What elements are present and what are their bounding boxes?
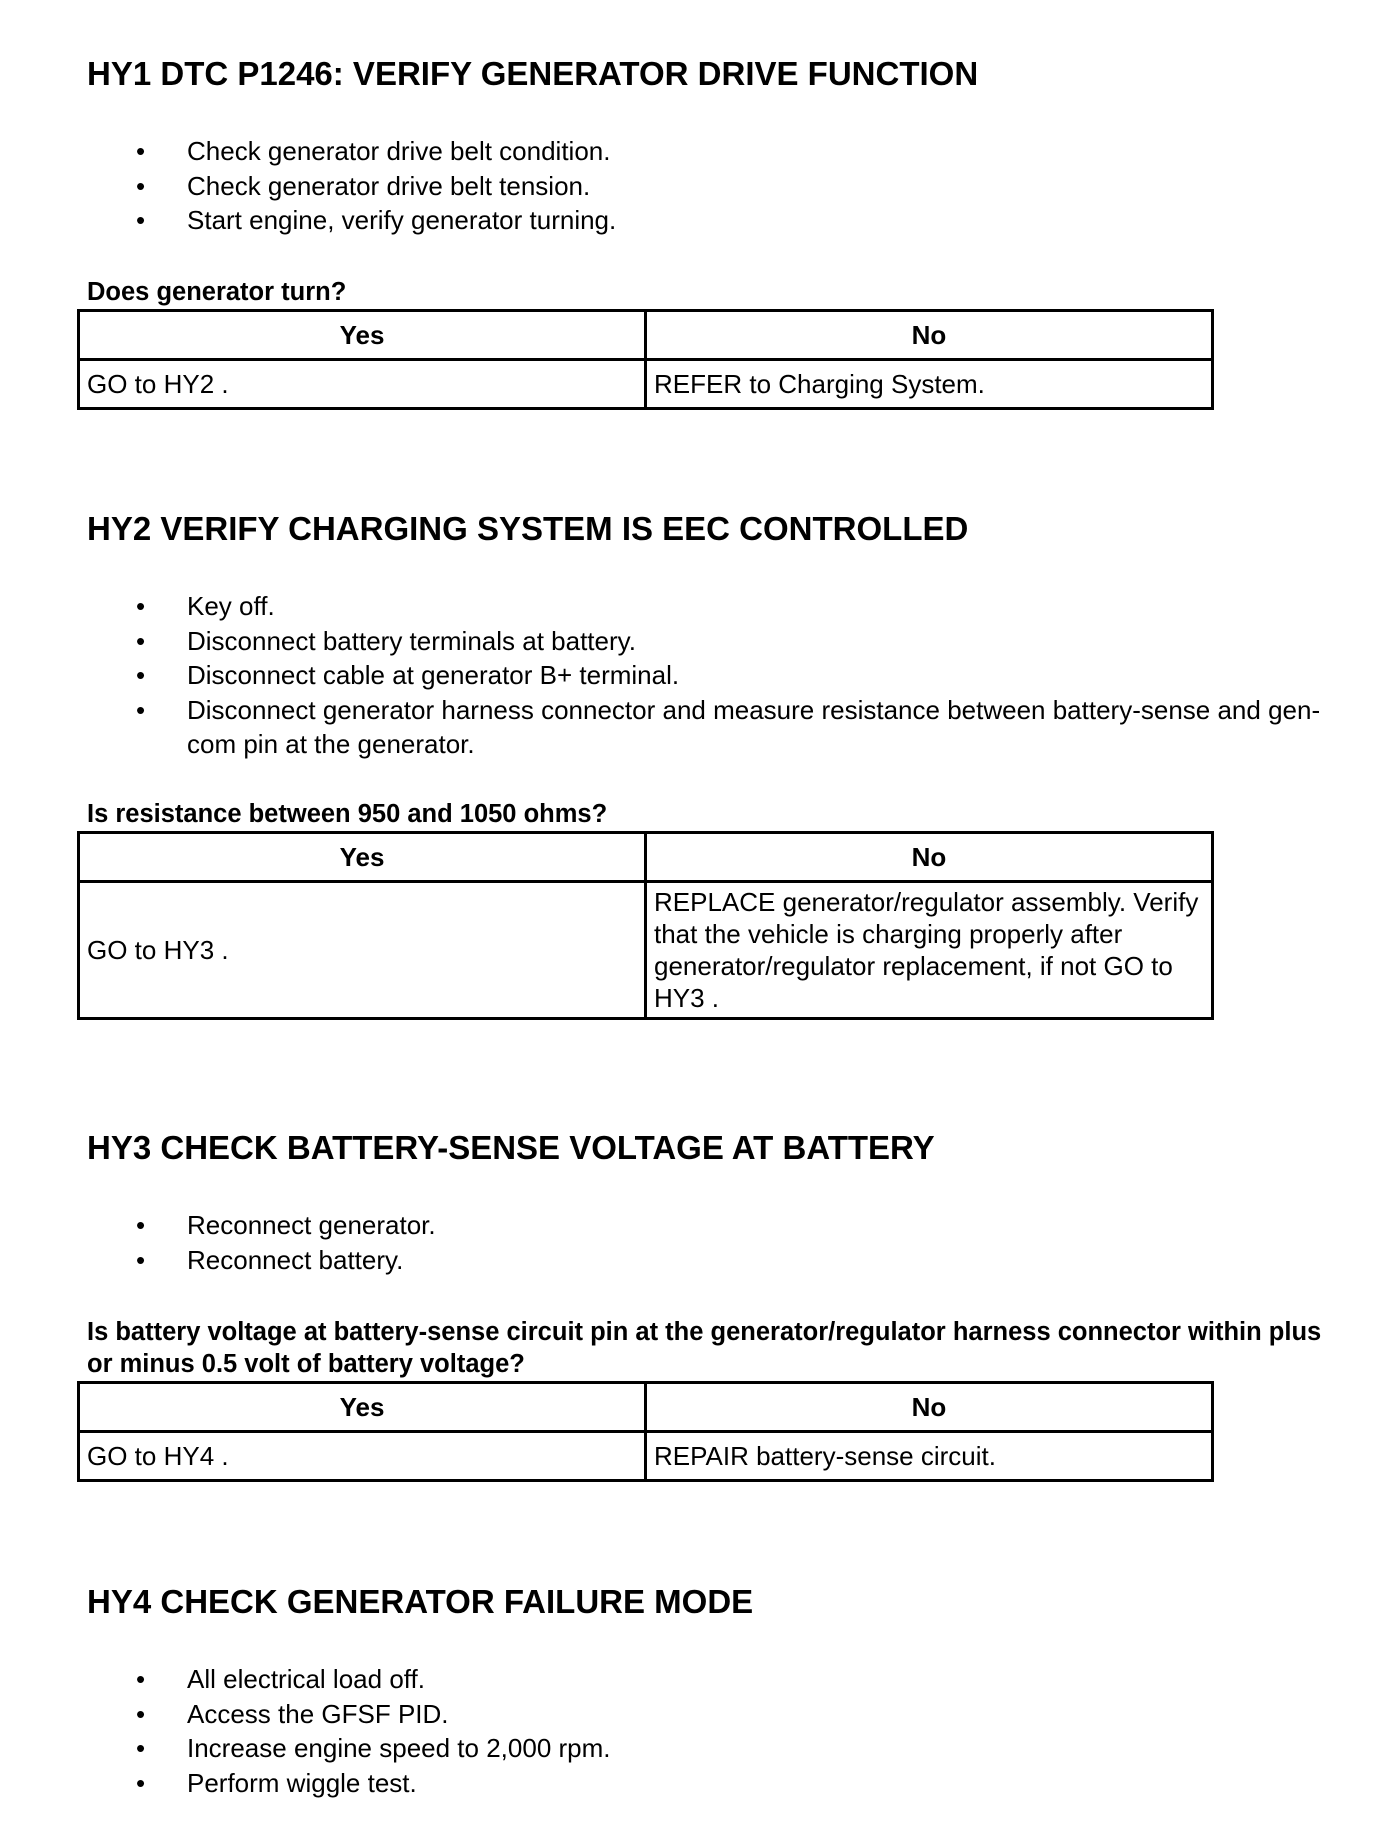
- bullet-icon: •: [136, 1244, 146, 1275]
- step-item: [87, 1662, 1347, 1697]
- step-item: [87, 1697, 1347, 1732]
- table-header-row: [79, 833, 1213, 882]
- step-item: [87, 1766, 1347, 1801]
- bullet-icon: •: [136, 205, 146, 235]
- bullet-icon: •: [136, 625, 146, 656]
- step-item: [87, 693, 1347, 762]
- step-text: Disconnect cable at generator B+ terminal.: [187, 660, 680, 690]
- step-text: Perform wiggle test.: [187, 1767, 417, 1798]
- answer-table-hy2: [77, 831, 1214, 1020]
- no-action: REPLACE generator/regulator assembly. Verify that the vehicle is charging properly after generator/regulator replacement, if not GO to HY3 .: [646, 882, 1213, 1019]
- yes-header: Yes: [79, 833, 646, 882]
- bullet-icon: •: [136, 1733, 146, 1763]
- no-header: No: [646, 833, 1213, 882]
- step-item: [87, 1243, 1347, 1278]
- table-header-row: [79, 311, 1213, 360]
- steps-list-hy4: [87, 1662, 1347, 1800]
- step-text: All electrical load off.: [187, 1664, 425, 1694]
- step-text: Check generator drive belt condition.: [187, 136, 611, 166]
- bullet-icon: •: [136, 1664, 146, 1694]
- step-item: [87, 1208, 1347, 1243]
- yes-action: GO to HY4 .: [79, 1432, 646, 1481]
- step-text: Disconnect generator harness connector and measure resistance between battery-sense and gen-com pin at the generator.: [187, 694, 1321, 759]
- step-text: Increase engine speed to 2,000 rpm.: [187, 1733, 611, 1763]
- bullet-icon: •: [136, 1210, 146, 1240]
- no-action: REPAIR battery-sense circuit.: [646, 1432, 1213, 1481]
- section-title-hy4: HY4 CHECK GENERATOR FAILURE MODE: [87, 1583, 754, 1620]
- steps-list-hy2: [87, 589, 1347, 762]
- step-text: Access the GFSF PID.: [187, 1698, 449, 1729]
- yes-action: GO to HY2 .: [79, 360, 646, 409]
- steps-list-hy1: [87, 134, 1347, 238]
- yes-header: Yes: [79, 311, 646, 360]
- no-header: No: [646, 1383, 1213, 1432]
- no-action: REFER to Charging System.: [646, 360, 1213, 409]
- table-row: [79, 1432, 1213, 1481]
- bullet-icon: •: [136, 1767, 146, 1798]
- step-item: [87, 203, 1347, 238]
- question-hy1: Does generator turn?: [87, 278, 347, 306]
- bullet-icon: •: [136, 660, 146, 690]
- step-text: Key off.: [187, 591, 275, 621]
- section-title-hy2: HY2 VERIFY CHARGING SYSTEM IS EEC CONTROLLED: [87, 510, 969, 547]
- question-hy3: Is battery voltage at battery-sense circuit pin at the generator/regulator harness connector within plus or minus 0.5 volt of battery voltage?: [87, 1318, 1322, 1378]
- step-text: Reconnect battery.: [187, 1244, 404, 1275]
- step-item: [87, 589, 1347, 624]
- step-text: Disconnect battery terminals at battery.: [187, 625, 636, 656]
- steps-list-hy3: [87, 1208, 1347, 1277]
- answer-table-hy3: [77, 1381, 1214, 1482]
- yes-action: GO to HY3 .: [79, 882, 646, 1019]
- section-title-hy3: HY3 CHECK BATTERY-SENSE VOLTAGE AT BATTERY: [87, 1129, 935, 1166]
- step-item: [87, 658, 1347, 693]
- step-text: Check generator drive belt tension.: [187, 170, 591, 201]
- step-text: Reconnect generator.: [187, 1210, 436, 1240]
- yes-header: Yes: [79, 1383, 646, 1432]
- bullet-icon: •: [136, 170, 146, 201]
- step-item: [87, 1731, 1347, 1766]
- section-title-hy1: HY1 DTC P1246: VERIFY GENERATOR DRIVE FUNCTION: [87, 55, 979, 92]
- bullet-icon: •: [136, 1698, 146, 1729]
- bullet-icon: •: [136, 591, 146, 621]
- table-row: [79, 882, 1213, 1019]
- step-item: [87, 169, 1347, 204]
- table-row: [79, 360, 1213, 409]
- question-hy2: Is resistance between 950 and 1050 ohms?: [87, 800, 608, 828]
- step-item: [87, 624, 1347, 659]
- step-item: [87, 134, 1347, 169]
- bullet-icon: •: [136, 136, 146, 166]
- table-header-row: [79, 1383, 1213, 1432]
- no-header: No: [646, 311, 1213, 360]
- step-text: Start engine, verify generator turning.: [187, 205, 617, 235]
- answer-table-hy1: [77, 309, 1214, 410]
- bullet-icon: •: [136, 694, 146, 725]
